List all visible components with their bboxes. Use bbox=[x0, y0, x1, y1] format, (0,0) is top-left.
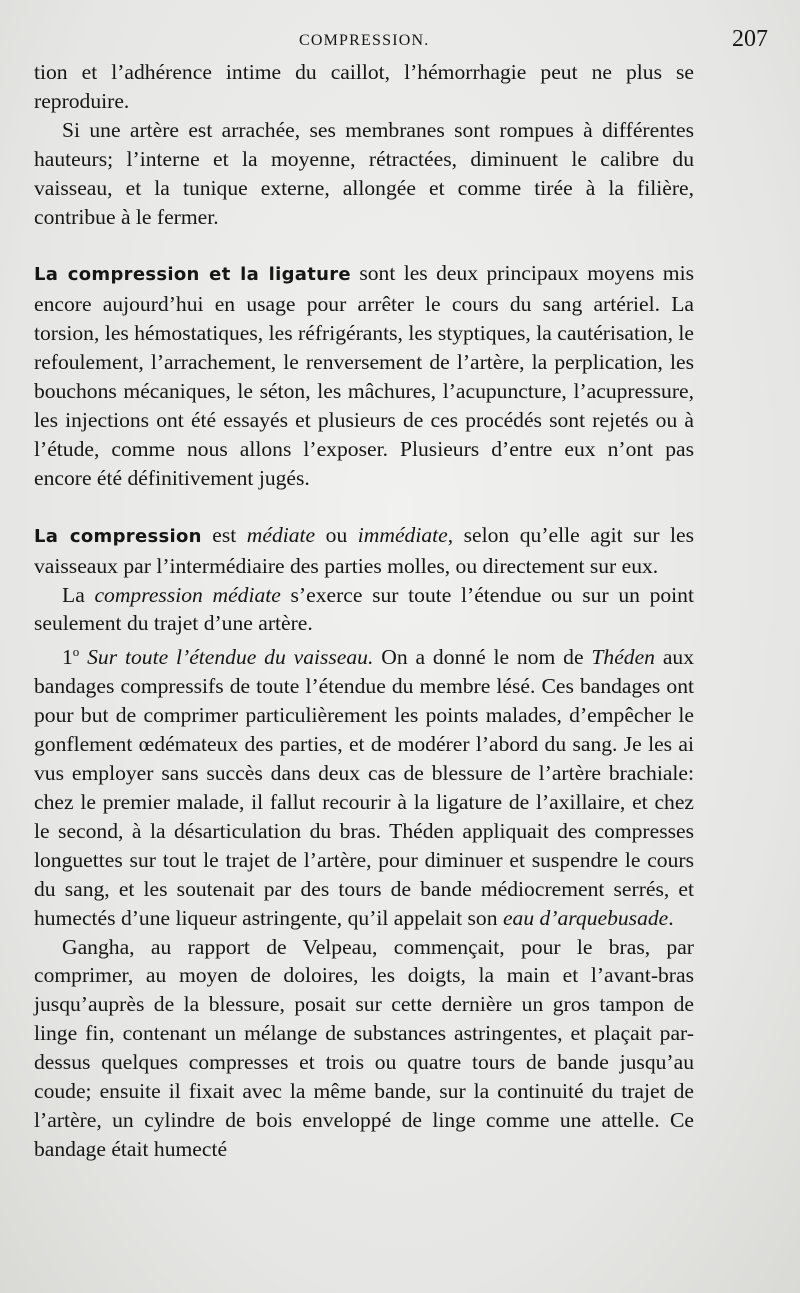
paragraph-4-text-a: est bbox=[201, 522, 247, 547]
paragraph-6-text-b: aux bandages compressifs de toute l’étendue du membre lésé. Ces bandages ont pour but de comprimer particulièrement les points malades, d’empêcher le gonflement œdémateux des parties, et de modérer l’abord du sang. Je les ai vus employer sans succès dans deux cas de blessure de l’artère brachiale: chez le premier malade, il fallut recourir à la ligature de l’axillaire, et chez le second, à la désarticulation du bras. Théden appliquait des compresses longuettes sur tout le trajet de l’artère, pour diminuer et suspendre le cours du sang, et les soutenait par des tours de bande médiocrement serrés, et humectés d’une liqueur astringente, qu’il appelait son bbox=[34, 645, 695, 930]
paragraph-4-heading: La compression bbox=[34, 525, 202, 547]
paragraph-4-text-b: ou bbox=[315, 522, 358, 547]
paragraph-4-italic-a: médiate bbox=[246, 522, 316, 547]
paragraph-5 bbox=[34, 581, 694, 639]
paragraph-6-italic-b: Théden bbox=[591, 645, 655, 670]
paragraph-1-text: tion et l’adhérence intime du caillot, l’hémorrhagie peut ne plus se reproduire. bbox=[34, 60, 694, 113]
paragraph-5-italic: compression médiate bbox=[94, 582, 281, 607]
page-header bbox=[34, 26, 768, 58]
paragraph-4-italic-b: immédiate bbox=[357, 522, 448, 547]
paragraph-2-text: Si une artère est arrachée, ses membranes sont rompues à différentes hauteurs; l’interne et la moyenne, rétractées, diminuent le calibre du vaisseau, et la tunique externe, allongée et comme tirée à la filière, contribue à le fermer. bbox=[34, 117, 694, 229]
paragraph-6 bbox=[34, 638, 694, 932]
paragraph-6-text-c: . bbox=[668, 905, 674, 930]
paragraph-5-text-b: s’exerce sur toute l’étendue ou sur un point seulement du trajet d’une artère. bbox=[34, 582, 694, 636]
paragraph-3-text: sont les deux principaux moyens mis encore aujourd’hui en usage pour arrêter le cours du sang artériel. La torsion, les hémostatiques, les réfrigérants, les styptiques, la cautérisation, le refoulement, l’arrachement, le renversement de l’artère, la perplication, les bouchons mécaniques, le séton, les mâchures, l’acupuncture, l’acupressure, les injections ont été essayés et plusieurs de ces procédés sont rejetés ou à l’étude, comme nous allons l’exposer. Plusieurs d’entre eux n’ont pas encore été définitivement jugés. bbox=[34, 261, 694, 490]
paragraph-7-text: Gangha, au rapport de Velpeau, commençait, pour le bras, par comprimer, au moyen de doloires, les doigts, la main et l’avant-bras jusqu’auprès de la blessure, posait sur cette dernière un gros tampon de linge fin, contenant un mélange de substances astringentes, et plaçait par-dessus quelques compresses et trois ou quatre tours de bande jusqu’au coude; ensuite il fixait avec la même bande, sur la continuité du trajet de l’artère, un cylindre de bois enveloppé de linge comme une attelle. Ce bandage était humecté bbox=[34, 934, 694, 1161]
paragraph-6-ordinal: o bbox=[72, 644, 80, 660]
running-title: COMPRESSION. bbox=[299, 32, 430, 49]
paragraph-5-text-a: La bbox=[62, 582, 95, 607]
body-text bbox=[34, 58, 694, 1164]
paragraph-3 bbox=[34, 259, 694, 492]
paragraph-6-text-a: On a donné le nom de bbox=[373, 645, 592, 670]
page-number: 207 bbox=[732, 26, 768, 52]
paragraph-6-number: 1 bbox=[62, 645, 73, 670]
paragraph-2 bbox=[34, 116, 694, 232]
paragraph-3-heading: La compression et la ligature bbox=[34, 264, 351, 286]
paragraph-1 bbox=[34, 58, 694, 116]
paragraph-6-italic-a: Sur toute l’étendue du vaisseau. bbox=[79, 645, 374, 670]
paragraph-4 bbox=[34, 521, 694, 581]
paragraph-4-text-c: , selon qu’elle agit sur les vaisseaux par l’intermédiaire des parties molles, ou directement sur eux. bbox=[34, 522, 695, 578]
paragraph-6-italic-c: eau d’arquebusade bbox=[502, 905, 669, 930]
paragraph-7 bbox=[34, 933, 694, 1164]
